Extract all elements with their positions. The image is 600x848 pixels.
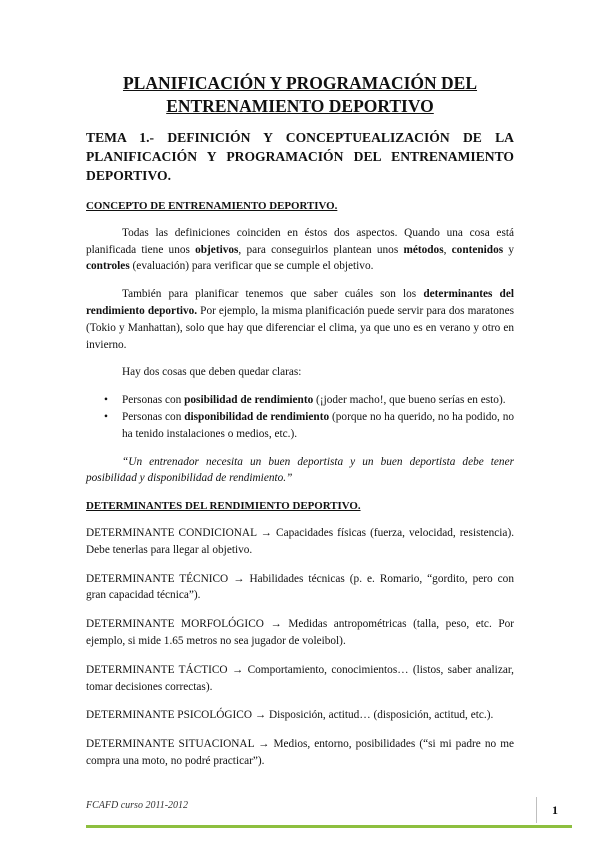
topic-heading: TEMA 1.- DEFINICIÓN Y CONCEPTUEALIZACIÓN DE LA PLANIFICACIÓN Y PROGRAMACIÓN DEL ENTRENAMIENTO DEPORTIVO. — [86, 130, 514, 183]
determinante-label: DETERMINANTE CONDICIONAL — [86, 526, 257, 539]
list-item-disponibilidad — [86, 409, 514, 443]
footer-course: FCAFD curso 2011-2012 — [86, 800, 189, 811]
determinante-tactico — [86, 662, 514, 696]
footer-bar — [86, 825, 572, 828]
bold-term-posibilidad: posibilidad de rendimiento — [184, 394, 314, 407]
determinante-text: Medios, entorno, posibilidades (“si mi padre no me compra una moto, no podré practicar”). — [86, 738, 514, 767]
determinante-morfologico — [86, 616, 514, 650]
section-heading-concepto: CONCEPTO DE ENTRENAMIENTO DEPORTIVO. — [86, 200, 338, 212]
arrow-right-icon: → — [258, 738, 270, 751]
paragraph-dos-cosas: Hay dos cosas que deben quedar claras: — [122, 366, 302, 379]
paragraph-determinantes — [86, 286, 514, 353]
list-item-posibilidad — [86, 392, 514, 409]
text-run: y — [503, 243, 514, 256]
section-heading-determinantes: DETERMINANTES DEL RENDIMIENTO DEPORTIVO. — [86, 500, 361, 513]
determinante-label: DETERMINANTE TÉCNICO — [86, 572, 229, 585]
determinante-text: Comportamiento, conocimientos… (listos, saber analizar, tomar decisiones correctas). — [86, 663, 514, 693]
text-run: (evaluación) para verificar que se cumple el objetivo. — [129, 260, 374, 273]
arrow-right-icon: → — [254, 709, 267, 722]
title-line-1: PLANIFICACIÓN Y PROGRAMACIÓN DEL — [122, 73, 478, 93]
arrow-right-icon: → — [231, 663, 244, 676]
bold-term-determinantes: determinantes del rendimiento deportivo. — [86, 288, 514, 317]
text-run: Personas con — [122, 410, 185, 423]
text-run: , — [443, 243, 452, 256]
determinante-label: DETERMINANTE MORFOLÓGICO — [86, 618, 264, 631]
bullet-icon: • — [104, 394, 108, 407]
text-run: (¡joder macho!, que bueno serías en esto). — [313, 394, 506, 407]
bullet-icon: • — [104, 410, 108, 423]
determinante-situacional — [86, 736, 514, 770]
determinante-text: Capacidades físicas (fuerza, velocidad, resistencia). Debe tenerlas para llegar al objetivo. — [86, 526, 515, 556]
determinante-text: Habilidades técnicas (p. e. Romario, “gordito, pero con gran capacidad técnica”). — [86, 572, 514, 602]
determinante-text: Disposición, actitud… (disposición, actitud, etc.). — [268, 709, 494, 722]
arrow-right-icon: → — [233, 572, 245, 585]
text-run: , para conseguirlos plantean unos — [238, 243, 404, 256]
bullet-list — [86, 392, 514, 442]
bold-term-contenidos: contenidos — [451, 243, 504, 256]
determinante-psicologico — [86, 707, 514, 724]
page-number — [536, 797, 573, 823]
arrow-right-icon: → — [260, 526, 272, 539]
paragraph-definiciones — [86, 225, 514, 275]
text-run: Personas con — [122, 394, 185, 407]
arrow-right-icon: → — [270, 618, 282, 631]
document-body — [86, 198, 514, 782]
determinante-label: DETERMINANTE PSICOLÓGICO — [86, 709, 252, 722]
determinante-tecnico — [86, 571, 514, 605]
bold-term-objetivos: objetivos — [195, 243, 239, 256]
determinante-label: DETERMINANTE TÁCTICO — [86, 663, 228, 676]
bold-term-disponibilidad: disponibilidad de rendimiento — [184, 410, 330, 423]
title-line-2: ENTRENAMIENTO DEPORTIVO — [166, 96, 434, 116]
quote-entrenador: “Un entrenador necesita un buen deportista y un buen deportista debe tener posibilidad y disponibilidad de rendimiento.” — [86, 455, 514, 485]
text-run: Todas las definiciones coinciden en éstos dos aspectos. Quando una cosa está planificada tiene unos — [86, 226, 514, 256]
bold-term-controles: controles — [86, 260, 130, 273]
document-title — [0, 72, 600, 118]
text-run: Por ejemplo, la misma planificación puede servir para dos maratones (Tokio y Manhattan), solo que hay que diferenciar el clima, ya que uno es en verano y otro en invierno. — [86, 304, 514, 351]
text-run: También para planificar tenemos que saber cuáles son los — [122, 288, 424, 301]
determinante-condicional — [86, 525, 514, 559]
page-number-value: 1 — [552, 802, 558, 817]
determinante-label: DETERMINANTE SITUACIONAL — [86, 738, 255, 751]
text-run: (porque no ha querido, no ha podido, no ha tenido instalaciones o medios, etc.). — [122, 410, 514, 440]
bold-term-metodos: métodos — [403, 243, 444, 256]
determinante-text: Medidas antropométricas (talla, peso, etc. Por ejemplo, si mide 1.65 metros no sea jugador de voleibol). — [86, 618, 515, 647]
